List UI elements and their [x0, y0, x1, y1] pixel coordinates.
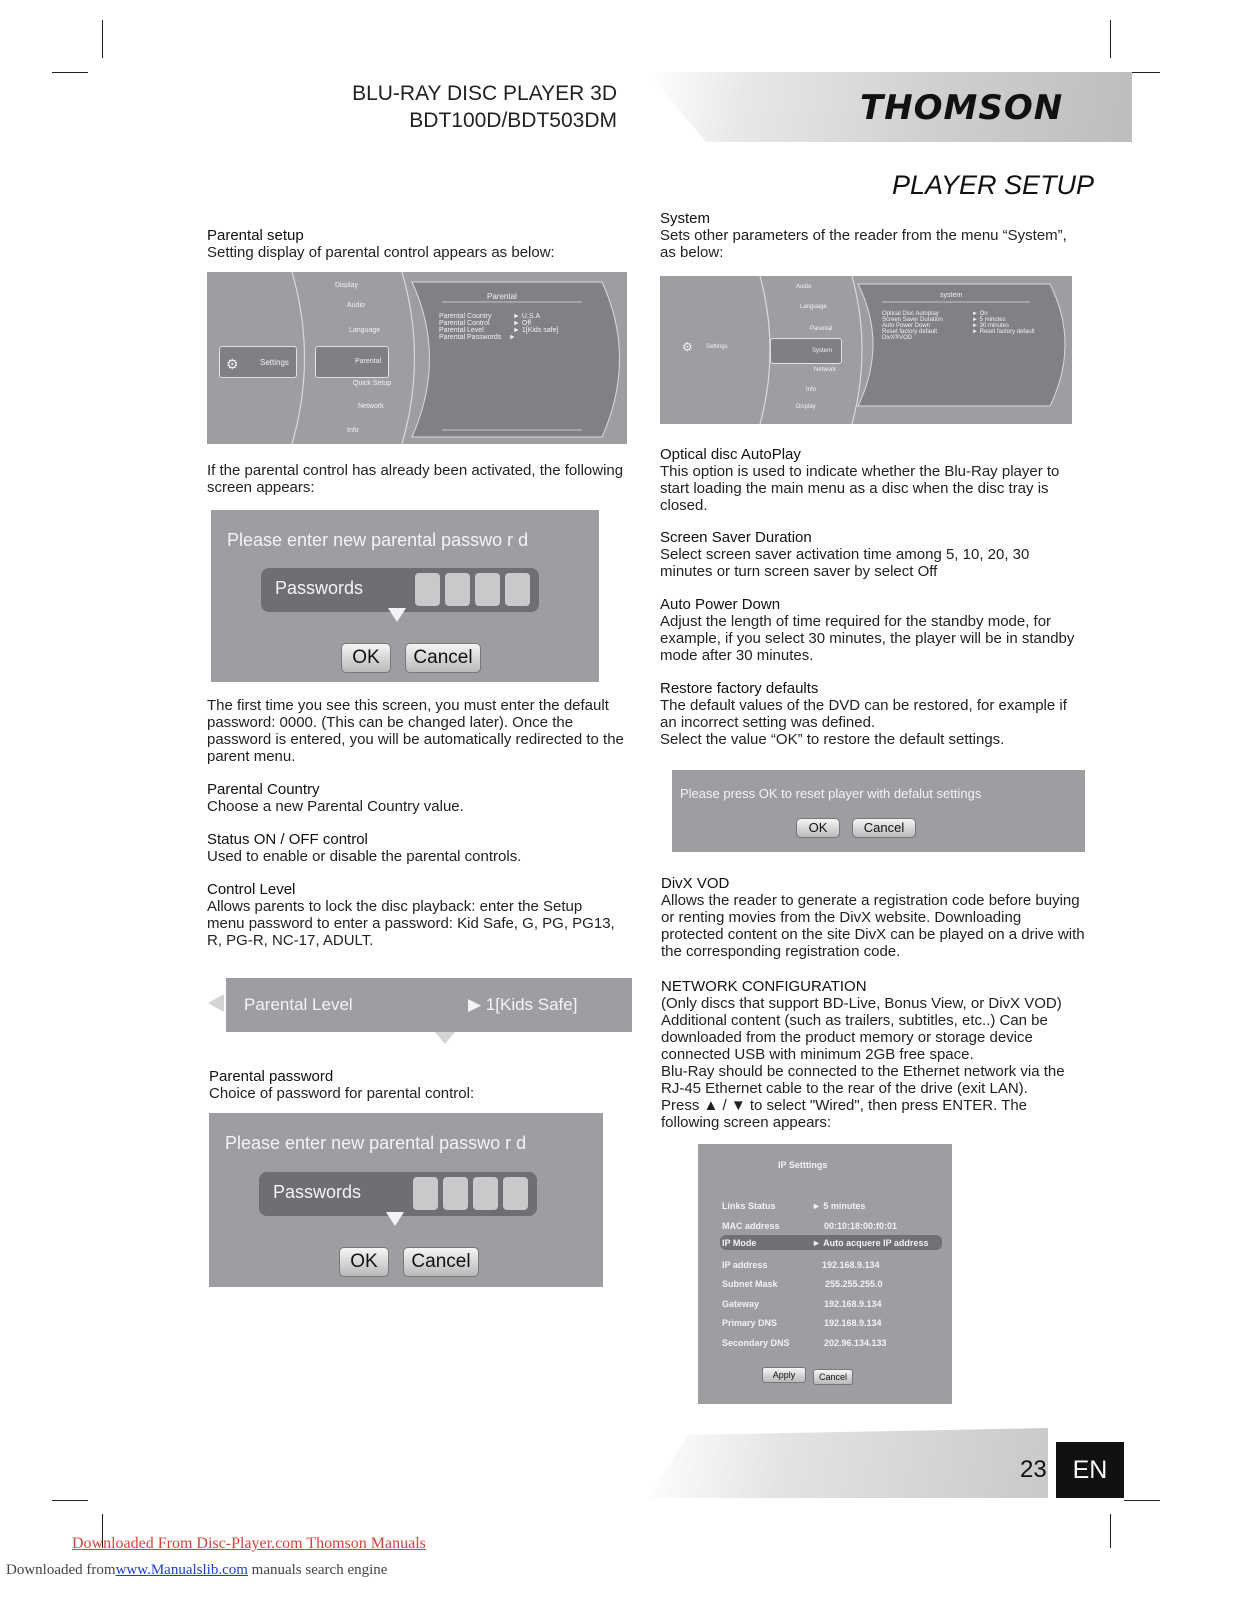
- menu-item-info[interactable]: Info: [806, 387, 817, 393]
- row-label: Parental Level: [439, 327, 484, 334]
- section-text: Used to enable or disable the parental controls.: [207, 848, 522, 865]
- section-heading: Parental setup: [207, 227, 304, 244]
- row-label: DivX®VOD: [882, 335, 913, 341]
- ip-row-value: 192.168.9.134: [824, 1299, 882, 1309]
- menu-item-audio[interactable]: Audio: [796, 284, 812, 290]
- section-text: Allows the reader to generate a registration code before buying or renting movies from the DivX website. Downloading protected content on the site DivX can be played on a drive with the corresponding registration code.: [661, 892, 1085, 960]
- password-digit[interactable]: [505, 573, 530, 606]
- down-arrow-icon: [386, 1212, 404, 1226]
- system-menu-screen: [660, 276, 1072, 424]
- parental-setup-section: [207, 227, 627, 261]
- section-text: Select screen saver activation time among 5, 10, 20, 30 minutes or turn screen saver by select Off: [660, 546, 1030, 580]
- ip-row-label: IP Mode: [722, 1238, 757, 1248]
- menu-item-network[interactable]: Network: [358, 403, 384, 410]
- section-heading: Screen Saver Duration: [660, 529, 812, 546]
- row-value: ► On: [972, 311, 988, 317]
- menu-item-info[interactable]: Info: [347, 427, 359, 434]
- password-label: Passwords: [273, 1182, 362, 1202]
- menu-item-parental[interactable]: Parental: [810, 326, 833, 332]
- section-text: Sets other parameters of the reader from the menu “System”, as below:: [660, 227, 1067, 261]
- row-label: Screen Saver Duration: [882, 317, 943, 323]
- row-value: ► U.S.A: [513, 313, 541, 320]
- down-arrow-icon: [435, 1032, 455, 1044]
- section-heading: NETWORK CONFIGURATION: [661, 978, 867, 995]
- crop-mark: [52, 72, 88, 73]
- settings-label: Settings: [260, 358, 289, 367]
- restore-section: [660, 680, 1085, 748]
- cancel-button[interactable]: Cancel: [852, 818, 916, 838]
- section-heading: Restore factory defaults: [660, 680, 819, 697]
- ip-row-value: 255.255.255.0: [825, 1279, 883, 1289]
- brand-logo: THOMSON: [860, 88, 1064, 128]
- credit-prefix: Downloaded from: [6, 1562, 116, 1578]
- level-value: ▶ 1[Kids Safe]: [468, 995, 578, 1014]
- section-text: Setting display of parental control appears as below:: [207, 244, 555, 261]
- row-value: ► 5 minutes: [972, 317, 1006, 323]
- ip-row-value[interactable]: ► Auto acquere IP address: [812, 1238, 929, 1248]
- section-heading: DivX VOD: [661, 875, 730, 892]
- menu-item-language[interactable]: Language: [349, 327, 381, 334]
- cancel-button[interactable]: Cancel: [403, 1247, 479, 1277]
- apply-button[interactable]: Apply: [762, 1367, 806, 1383]
- row-label: Parental Passwords: [439, 334, 502, 341]
- ok-button[interactable]: OK: [339, 1247, 389, 1277]
- section-text: Blu-Ray should be connected to the Ethernet network via the RJ-45 Ethernet cable to the rear of the drive (exit LAN).: [661, 1063, 1065, 1097]
- password-digit[interactable]: [445, 573, 470, 606]
- section-text: Allows parents to lock the disc playback: enter the Setup menu password to enter a password: Kid Safe, G, PG, PG13, R, PG-R, NC-17, ADULT.: [207, 898, 615, 949]
- ip-row-label: Secondary DNS: [722, 1338, 790, 1348]
- menu-item-system[interactable]: System: [812, 348, 833, 354]
- dialog-title: Please enter new parental passwo r d: [225, 1133, 527, 1153]
- ip-row-label: Subnet Mask: [722, 1279, 778, 1289]
- page-title: PLAYER SETUP: [892, 170, 1095, 200]
- password-field[interactable]: [261, 568, 539, 612]
- row-value: ► 1[Kids safe]: [513, 327, 559, 334]
- row-value: ► Off: [513, 320, 532, 327]
- menu-item-display[interactable]: Display: [335, 282, 358, 289]
- ip-row-value: 202.96.134.133: [824, 1338, 887, 1348]
- settings-label[interactable]: Settings: [706, 344, 728, 350]
- screensaver-section: [660, 529, 1080, 580]
- language-badge: EN: [1056, 1442, 1124, 1498]
- section-heading: Optical disc AutoPlay: [660, 446, 801, 463]
- section-heading: Parental Country: [207, 781, 320, 798]
- menu-item-audio[interactable]: Audio: [347, 302, 365, 309]
- password-digit[interactable]: [503, 1177, 528, 1210]
- paragraph: The first time you see this screen, you must enter the default password: 0000. (This can be changed later). Once the password is entered, you will be automatically redirected to the parent menu.: [207, 697, 624, 765]
- password-digit[interactable]: [415, 573, 440, 606]
- dialog-title: Please enter new parental passwo r d: [227, 530, 529, 550]
- ip-row-value: 192.168.9.134: [824, 1318, 882, 1328]
- menu-item-network[interactable]: Network: [814, 367, 837, 373]
- ip-row-value: 192.168.9.134: [822, 1260, 880, 1270]
- product-line: BLU-RAY DISC PLAYER 3D: [352, 82, 617, 105]
- autopower-section: [660, 596, 1080, 664]
- menu-item-parental[interactable]: Parental: [355, 358, 382, 365]
- row-label: Optical Disc Autoplay: [882, 311, 939, 317]
- cancel-button[interactable]: Cancel: [405, 643, 481, 673]
- ip-row-value: 00:10:18:00:f0:01: [824, 1221, 898, 1231]
- password-digit[interactable]: [473, 1177, 498, 1210]
- download-source-link[interactable]: Downloaded From Disc-Player.com Thomson Manuals: [72, 1535, 426, 1552]
- row-label: Auto Power Down: [882, 323, 931, 329]
- section-text: Adjust the length of time required for the standby mode, for example, if you select 30 minutes, the player will be in standby mode after 30 minutes.: [660, 613, 1075, 664]
- reset-message: Please press OK to reset player with defalut settings: [680, 786, 982, 801]
- left-arrow-icon: [208, 994, 224, 1012]
- divx-section: [661, 875, 1086, 960]
- section-heading: Parental password: [209, 1068, 334, 1085]
- crop-mark: [1124, 1500, 1160, 1501]
- menu-item-display[interactable]: Display: [796, 404, 816, 410]
- ip-row-label: IP address: [722, 1260, 768, 1270]
- panel-title: system: [940, 292, 963, 299]
- section-text: (Only discs that support BD-Live, Bonus View, or DivX VOD) Additional content (such as trailers, subtitles, etc..) Can be downloaded from the product memory or storage device connected USB with minimum 2GB free space.: [661, 995, 1062, 1063]
- model-number: BDT100D/BDT503DM: [409, 109, 617, 132]
- password-digit[interactable]: [413, 1177, 438, 1210]
- gears-icon: ⚙: [682, 340, 693, 354]
- activated-text: [207, 462, 627, 496]
- ip-row-label: Links Status: [722, 1201, 776, 1211]
- page-number: 23: [1020, 1456, 1047, 1483]
- panel-title: Parental: [487, 292, 517, 301]
- section-text: Choice of password for parental control:: [209, 1085, 475, 1102]
- parental-country-section: [207, 781, 627, 815]
- settings-tab[interactable]: [219, 346, 297, 378]
- paragraph: If the parental control has already been activated, the following screen appears:: [207, 462, 624, 496]
- row-label: Parental Control: [439, 320, 490, 327]
- ok-button[interactable]: OK: [796, 818, 840, 838]
- crop-mark: [1110, 1514, 1111, 1548]
- optical-section: [660, 446, 1080, 514]
- down-arrow-icon: [388, 608, 406, 622]
- row-label: Parental Country: [439, 313, 492, 320]
- row-value: ► 30 minutes: [972, 323, 1009, 329]
- system-section: [660, 210, 1080, 261]
- control-level-section: [207, 881, 622, 949]
- password-label: Passwords: [275, 578, 364, 598]
- section-text: The default values of the DVD can be restored, for example if an incorrect setting was defined.: [660, 697, 1067, 731]
- first-time-text: [207, 697, 635, 765]
- menu-arcs: [660, 276, 1072, 424]
- password-dialog: [211, 510, 599, 682]
- ip-row-value[interactable]: ► 5 minutes: [812, 1201, 866, 1211]
- section-heading: System: [660, 210, 711, 227]
- password-digit[interactable]: [475, 573, 500, 606]
- row-arrow: ►: [509, 334, 516, 341]
- footer-band: [648, 1428, 1048, 1498]
- status-control-section: [207, 831, 627, 865]
- password-digit[interactable]: [443, 1177, 468, 1210]
- password-dialog: [209, 1113, 603, 1287]
- crop-mark: [52, 1500, 88, 1501]
- crop-mark: [1110, 20, 1111, 58]
- row-value: ► Reset factory default: [972, 329, 1035, 335]
- ip-settings-screen: [698, 1144, 952, 1404]
- ip-row-label: MAC address: [722, 1221, 780, 1231]
- network-section: [661, 978, 1089, 1131]
- parental-menu-screen: [207, 272, 627, 444]
- level-label: Parental Level: [244, 995, 353, 1014]
- ok-button[interactable]: OK: [341, 643, 391, 673]
- parental-password-section: [209, 1068, 629, 1102]
- menu-item-language[interactable]: Language: [800, 304, 827, 310]
- section-heading: Auto Power Down: [660, 596, 781, 613]
- credit-suffix: manuals search engine: [247, 1562, 388, 1578]
- download-credit: [6, 1562, 387, 1579]
- section-text: Choose a new Parental Country value.: [207, 798, 464, 815]
- cancel-button[interactable]: Cancel: [813, 1369, 853, 1385]
- parental-level-bar[interactable]: [226, 978, 632, 1032]
- section-heading: Status ON / OFF control: [207, 831, 368, 848]
- section-heading: Control Level: [207, 881, 296, 898]
- ip-row-label: Gateway: [722, 1299, 760, 1309]
- gears-icon: ⚙: [226, 356, 239, 372]
- crop-mark: [102, 20, 103, 58]
- ip-title: IP Setttings: [778, 1160, 828, 1170]
- password-field[interactable]: [259, 1172, 537, 1216]
- section-text: Select the value “OK” to restore the default settings.: [660, 731, 1005, 748]
- reset-dialog: [672, 770, 1085, 852]
- manualslib-link[interactable]: www.Manualslib.com: [115, 1562, 248, 1578]
- section-text: This option is used to indicate whether the Blu-Ray player to start loading the main menu as a disc when the disc tray is closed.: [660, 463, 1060, 514]
- ip-row-label: Primary DNS: [722, 1318, 778, 1328]
- menu-item-quick-setup[interactable]: Quick Setup: [353, 380, 392, 387]
- row-label: Reset factory default: [882, 329, 938, 335]
- section-text: Press ▲ / ▼ to select "Wired", then press ENTER. The following screen appears:: [661, 1097, 1028, 1131]
